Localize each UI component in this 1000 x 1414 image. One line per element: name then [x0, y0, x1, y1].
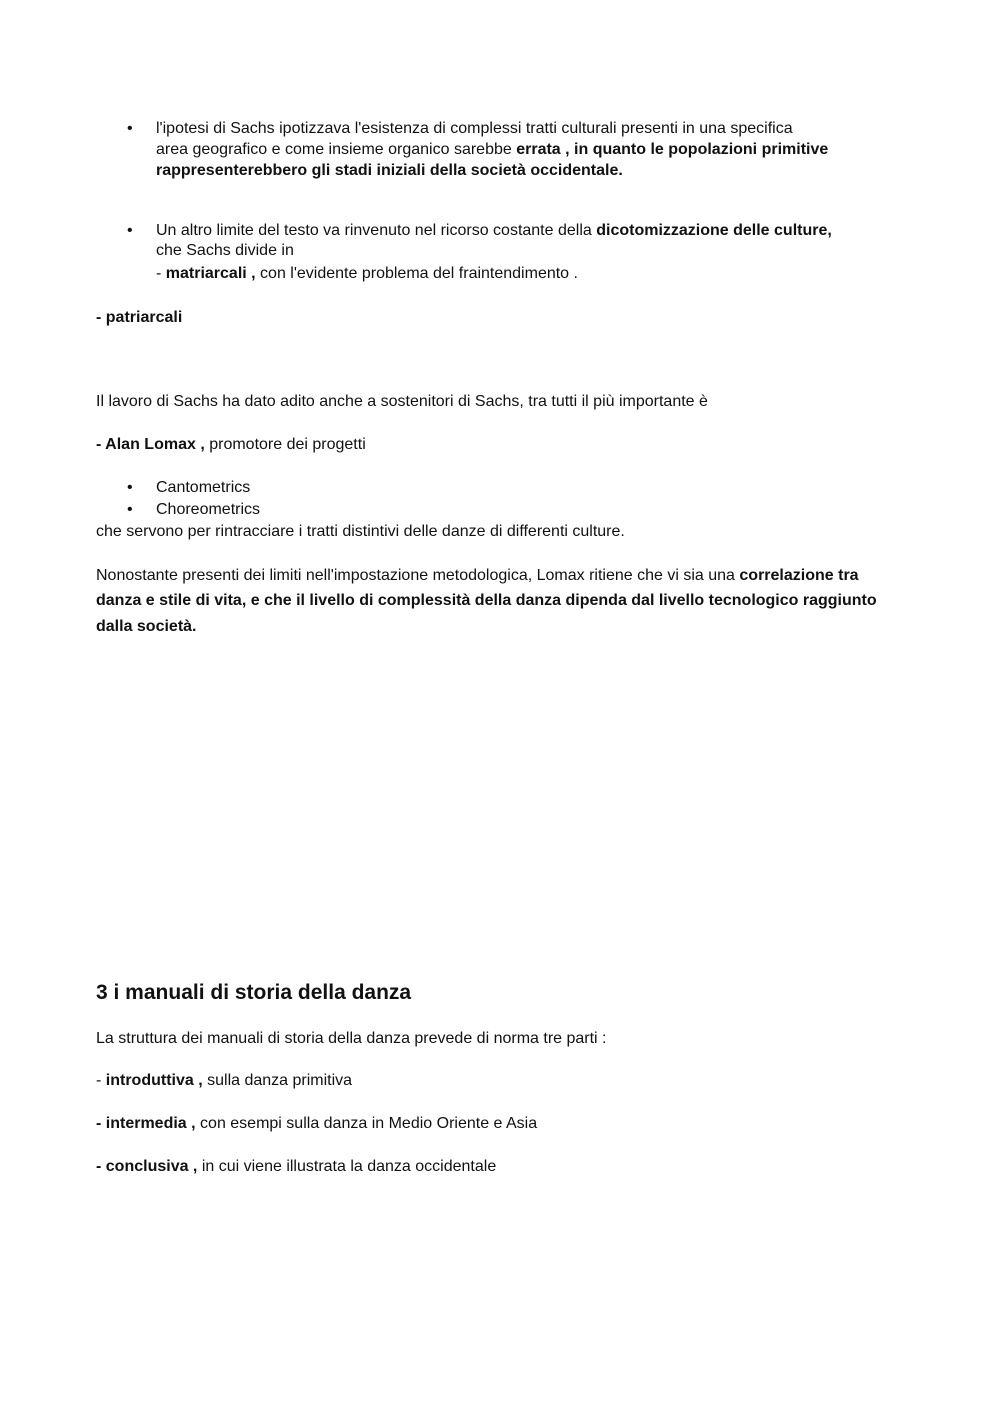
part-dash: - [96, 1072, 106, 1089]
part-description: sulla danza primitiva [202, 1072, 353, 1089]
lomax-line [96, 435, 366, 455]
lomax-plain: promotore dei progetti [204, 436, 366, 453]
part-label: introduttiva , [105, 1072, 203, 1089]
block2-line1-plain: Un altro limite del testo va rinvenuto nel ricorso costante della [156, 222, 597, 239]
lomax-paragraph-plain: Nonostante presenti dei limiti nell'impostazione metodologica, Lomax ritiene che vi sia una [96, 567, 740, 584]
section-heading: 3 i manuali di storia della danza [96, 981, 412, 1004]
block1-line2-plain: area geografico e come insieme organico sarebbe [156, 141, 517, 158]
project-item: Choreometrics [156, 501, 261, 518]
block2-line1-bold: dicotomizzazione delle culture, [596, 222, 832, 239]
lomax-intro: Il lavoro di Sachs ha dato adito anche a sostenitori di Sachs, tra tutti il più importante è [96, 393, 708, 410]
part-item [96, 1114, 537, 1134]
lomax-paragraph-bold: correlazione tra [739, 567, 859, 584]
block2-line2: che Sachs divide in [156, 242, 294, 259]
part-dash: - [96, 1158, 106, 1175]
block2-line3-bold: matriarcali , [165, 265, 256, 282]
block2-line3-plain: con l'evidente problema del fraintendimento . [255, 265, 578, 282]
part-label-text: conclusiva , [105, 1158, 198, 1175]
part-label-text: intermedia , [105, 1115, 196, 1132]
part-item [96, 1071, 352, 1091]
bullet-marker: • [127, 120, 133, 137]
block2-line3-dash: - [156, 265, 166, 282]
block2-line1 [156, 221, 832, 241]
part-item [96, 1157, 496, 1177]
projects-note: che servono per rintracciare i tratti distintivi delle danze di differenti culture. [96, 523, 625, 540]
lomax-name: - Alan Lomax , [96, 436, 205, 453]
block1-line2-bold: errata , in quanto le popolazioni primitive [516, 141, 829, 158]
part-dash: - [96, 1115, 106, 1132]
bullet-marker: • [127, 222, 133, 239]
section-intro: La struttura dei manuali di storia della danza prevede di norma tre parti : [96, 1030, 607, 1047]
patriarcali-item: - patriarcali [96, 309, 183, 326]
part-description: in cui viene illustrata la danza occidentale [197, 1158, 497, 1175]
bullet-marker: • [127, 501, 133, 518]
part-description: con esempi sulla danza in Medio Oriente e Asia [195, 1115, 538, 1132]
block1-line3: rappresenterebbero gli stadi iniziali della società occidentale. [156, 162, 623, 179]
block2-line3 [156, 264, 578, 284]
project-item: Cantometrics [156, 479, 251, 496]
part-label [96, 1158, 197, 1175]
lomax-paragraph-line1 [96, 566, 859, 586]
lomax-paragraph-line3: dalla società. [96, 618, 197, 635]
part-label [96, 1115, 196, 1132]
bullet-marker: • [127, 479, 133, 496]
block1-line1: l'ipotesi di Sachs ipotizzava l'esistenza di complessi tratti culturali presenti in una specifica [156, 120, 793, 137]
lomax-paragraph-line2: danza e stile di vita, e che il livello di complessità della danza dipenda dal livello tecnologico raggiunto [96, 592, 877, 609]
block1-line2 [156, 140, 828, 160]
